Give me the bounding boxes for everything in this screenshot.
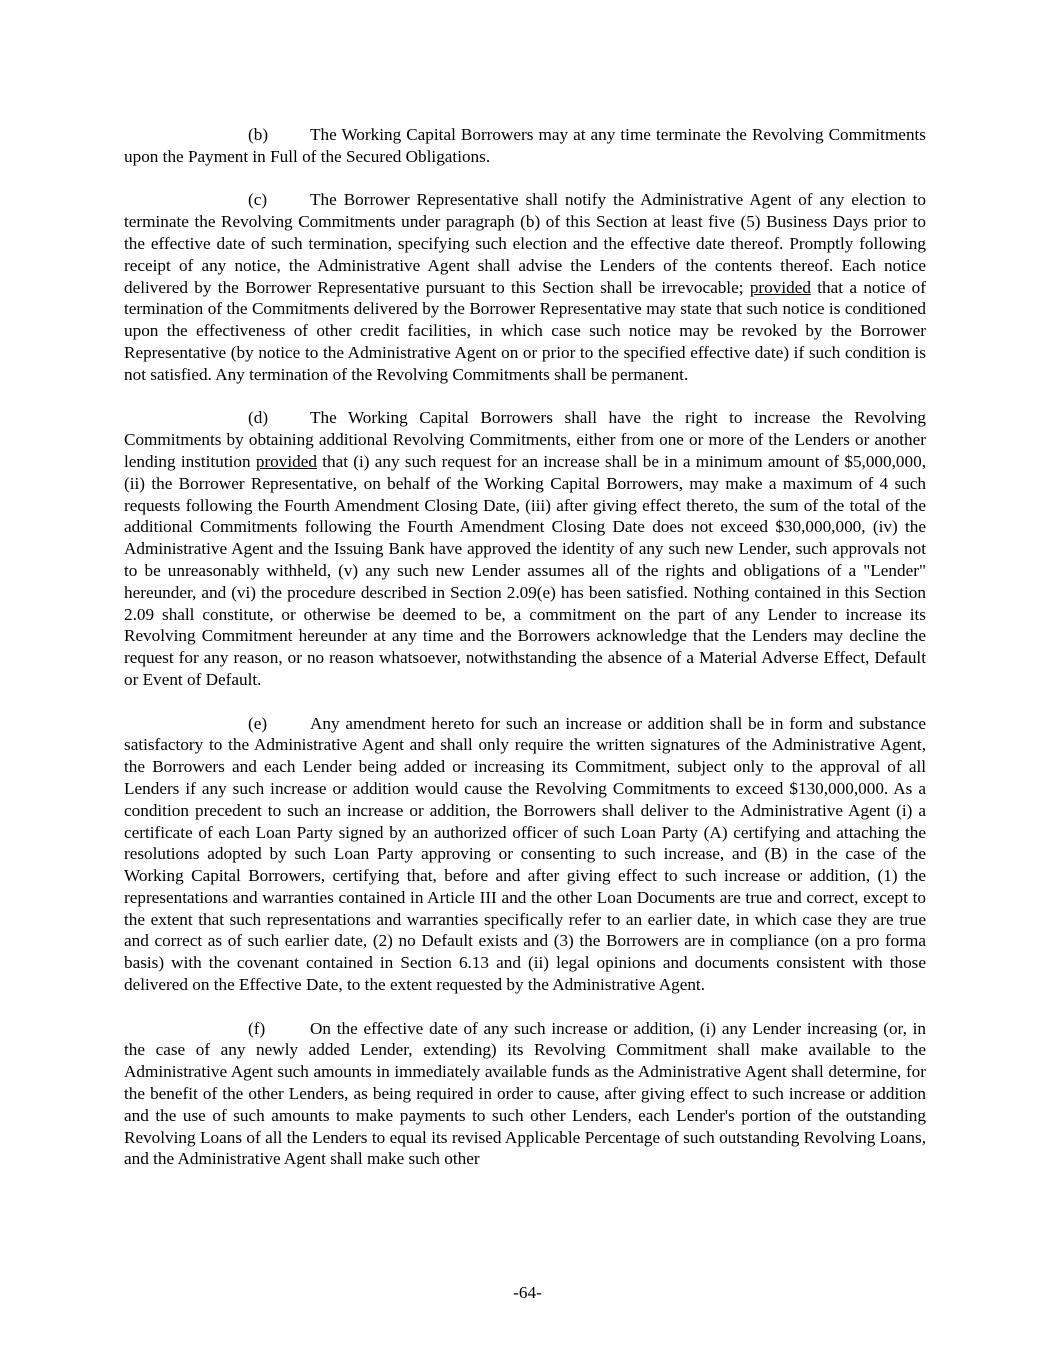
paragraph-text: On the effective date of any such increase or addition, (i) any Lender increasing (or, in the case of any newly added Lender, extending) its Revolving Commitment shall make available to the Administrative Agent such amounts in immediately available funds as the Administrative Agent shall determine, for the benefit of the other Lenders, as being required in order to cause, after giving effect to such increase or addition and the use of such amounts to make payments to such other Lenders, each Lender's portion of the outstanding Revolving Loans of all the Lenders to equal its revised Applicable Percentage of such outstanding Revolving Loans, and the Administrative Agent shall make such other [124, 1018, 926, 1169]
paragraph-c [124, 189, 926, 385]
paragraph-label: (d) [248, 408, 269, 428]
paragraph-e [124, 713, 926, 996]
page-number: -64- [513, 1283, 542, 1302]
paragraph-b [124, 124, 926, 168]
document-body [124, 124, 926, 1192]
paragraph-text-continued: that a notice of termination of the Commitments delivered by the Borrower Representative may state that such notice is conditioned upon the effectiveness of other credit facilities, in which case such notice may be revoked by the Borrower Representative (by notice to the Administrative Agent on or prior to the specified effective date) if such condition is not satisfied. Any termination of the Revolving Commitments shall be permanent. [124, 277, 926, 384]
paragraph-text-continued: that (i) any such request for an increase shall be in a minimum amount of $5,000,000, (ii) the Borrower Representative, on behalf of the Working Capital Borrowers, may make a maximum of 4 such requests following the Fourth Amendment Closing Date, (iii) after giving effect thereto, the sum of the total of the additional Commitments following the Fourth Amendment Closing Date does not exceed $30,000,000, (iv) the Administrative Agent and the Issuing Bank have approved the identity of any such new Lender, such approvals not to be unreasonably withheld, (v) any such new Lender assumes all of the rights and obligations of a "Lender" hereunder, and (vi) the procedure described in Section 2.09(e) has been satisfied. Nothing contained in this Section 2.09 shall constitute, or otherwise be deemed to be, a commitment on the part of any Lender to increase its Revolving Commitment hereunder at any time and the Borrowers acknowledge that the Lenders may decline the request for any reason, or no reason whatsoever, notwithstanding the absence of a Material Adverse Effect, Default or Event of Default. [124, 451, 926, 689]
paragraph-label: (c) [248, 190, 268, 210]
paragraph-text: The Borrower Representative shall notify the Administrative Agent of any election to terminate the Revolving Commitments under paragraph (b) of this Section at least five (5) Business Days prior to the effective date of such termination, specifying such election and the effective date thereof. Promptly following receipt of any notice, the Administrative Agent shall advise the Lenders of the contents thereof. Each notice delivered by the Borrower Representative pursuant to this Section shall be irrevocable; [124, 190, 926, 297]
paragraph-text: The Working Capital Borrowers may at any time terminate the Revolving Commitments upon the Payment in Full of the Secured Obligations. [124, 125, 926, 166]
provided-term: provided [255, 451, 317, 471]
paragraph-label: (f) [248, 1018, 266, 1038]
paragraph-d [124, 407, 926, 690]
paragraph-label: (b) [248, 125, 269, 144]
paragraph-label: (e) [248, 713, 268, 733]
paragraph-text: The Working Capital Borrowers shall have the right to increase the Revolving Commitments by obtaining additional Revolving Commitments, either from one or more of the Lenders or another lending institution [124, 408, 926, 471]
paragraph-f [124, 1018, 926, 1171]
paragraph-text: Any amendment hereto for such an increase or addition shall be in form and substance satisfactory to the Administrative Agent and shall only require the written signatures of the Administrative Agent, the Borrowers and each Lender being added or increasing its Commitment, subject only to the approval of all Lenders if any such increase or addition would cause the Revolving Commitments to exceed $130,000,000. As a condition precedent to such an increase or addition, the Borrowers shall deliver to the Administrative Agent (i) a certificate of each Loan Party signed by an authorized officer of such Loan Party (A) certifying and attaching the resolutions adopted by such Loan Party approving or consenting to such increase, and (B) in the case of the Working Capital Borrowers, certifying that, before and after giving effect to such increase or addition, (1) the representations and warranties contained in Article III and the other Loan Documents are true and correct, except to the extent that such representations and warranties specifically refer to an earlier date, in which case they are true and correct as of such earlier date, (2) no Default exists and (3) the Borrowers are in compliance (on a pro forma basis) with the covenant contained in Section 6.13 and (ii) legal opinions and documents consistent with those delivered on the Effective Date, to the extent requested by the Administrative Agent. [124, 713, 926, 995]
provided-term: provided [749, 277, 811, 297]
